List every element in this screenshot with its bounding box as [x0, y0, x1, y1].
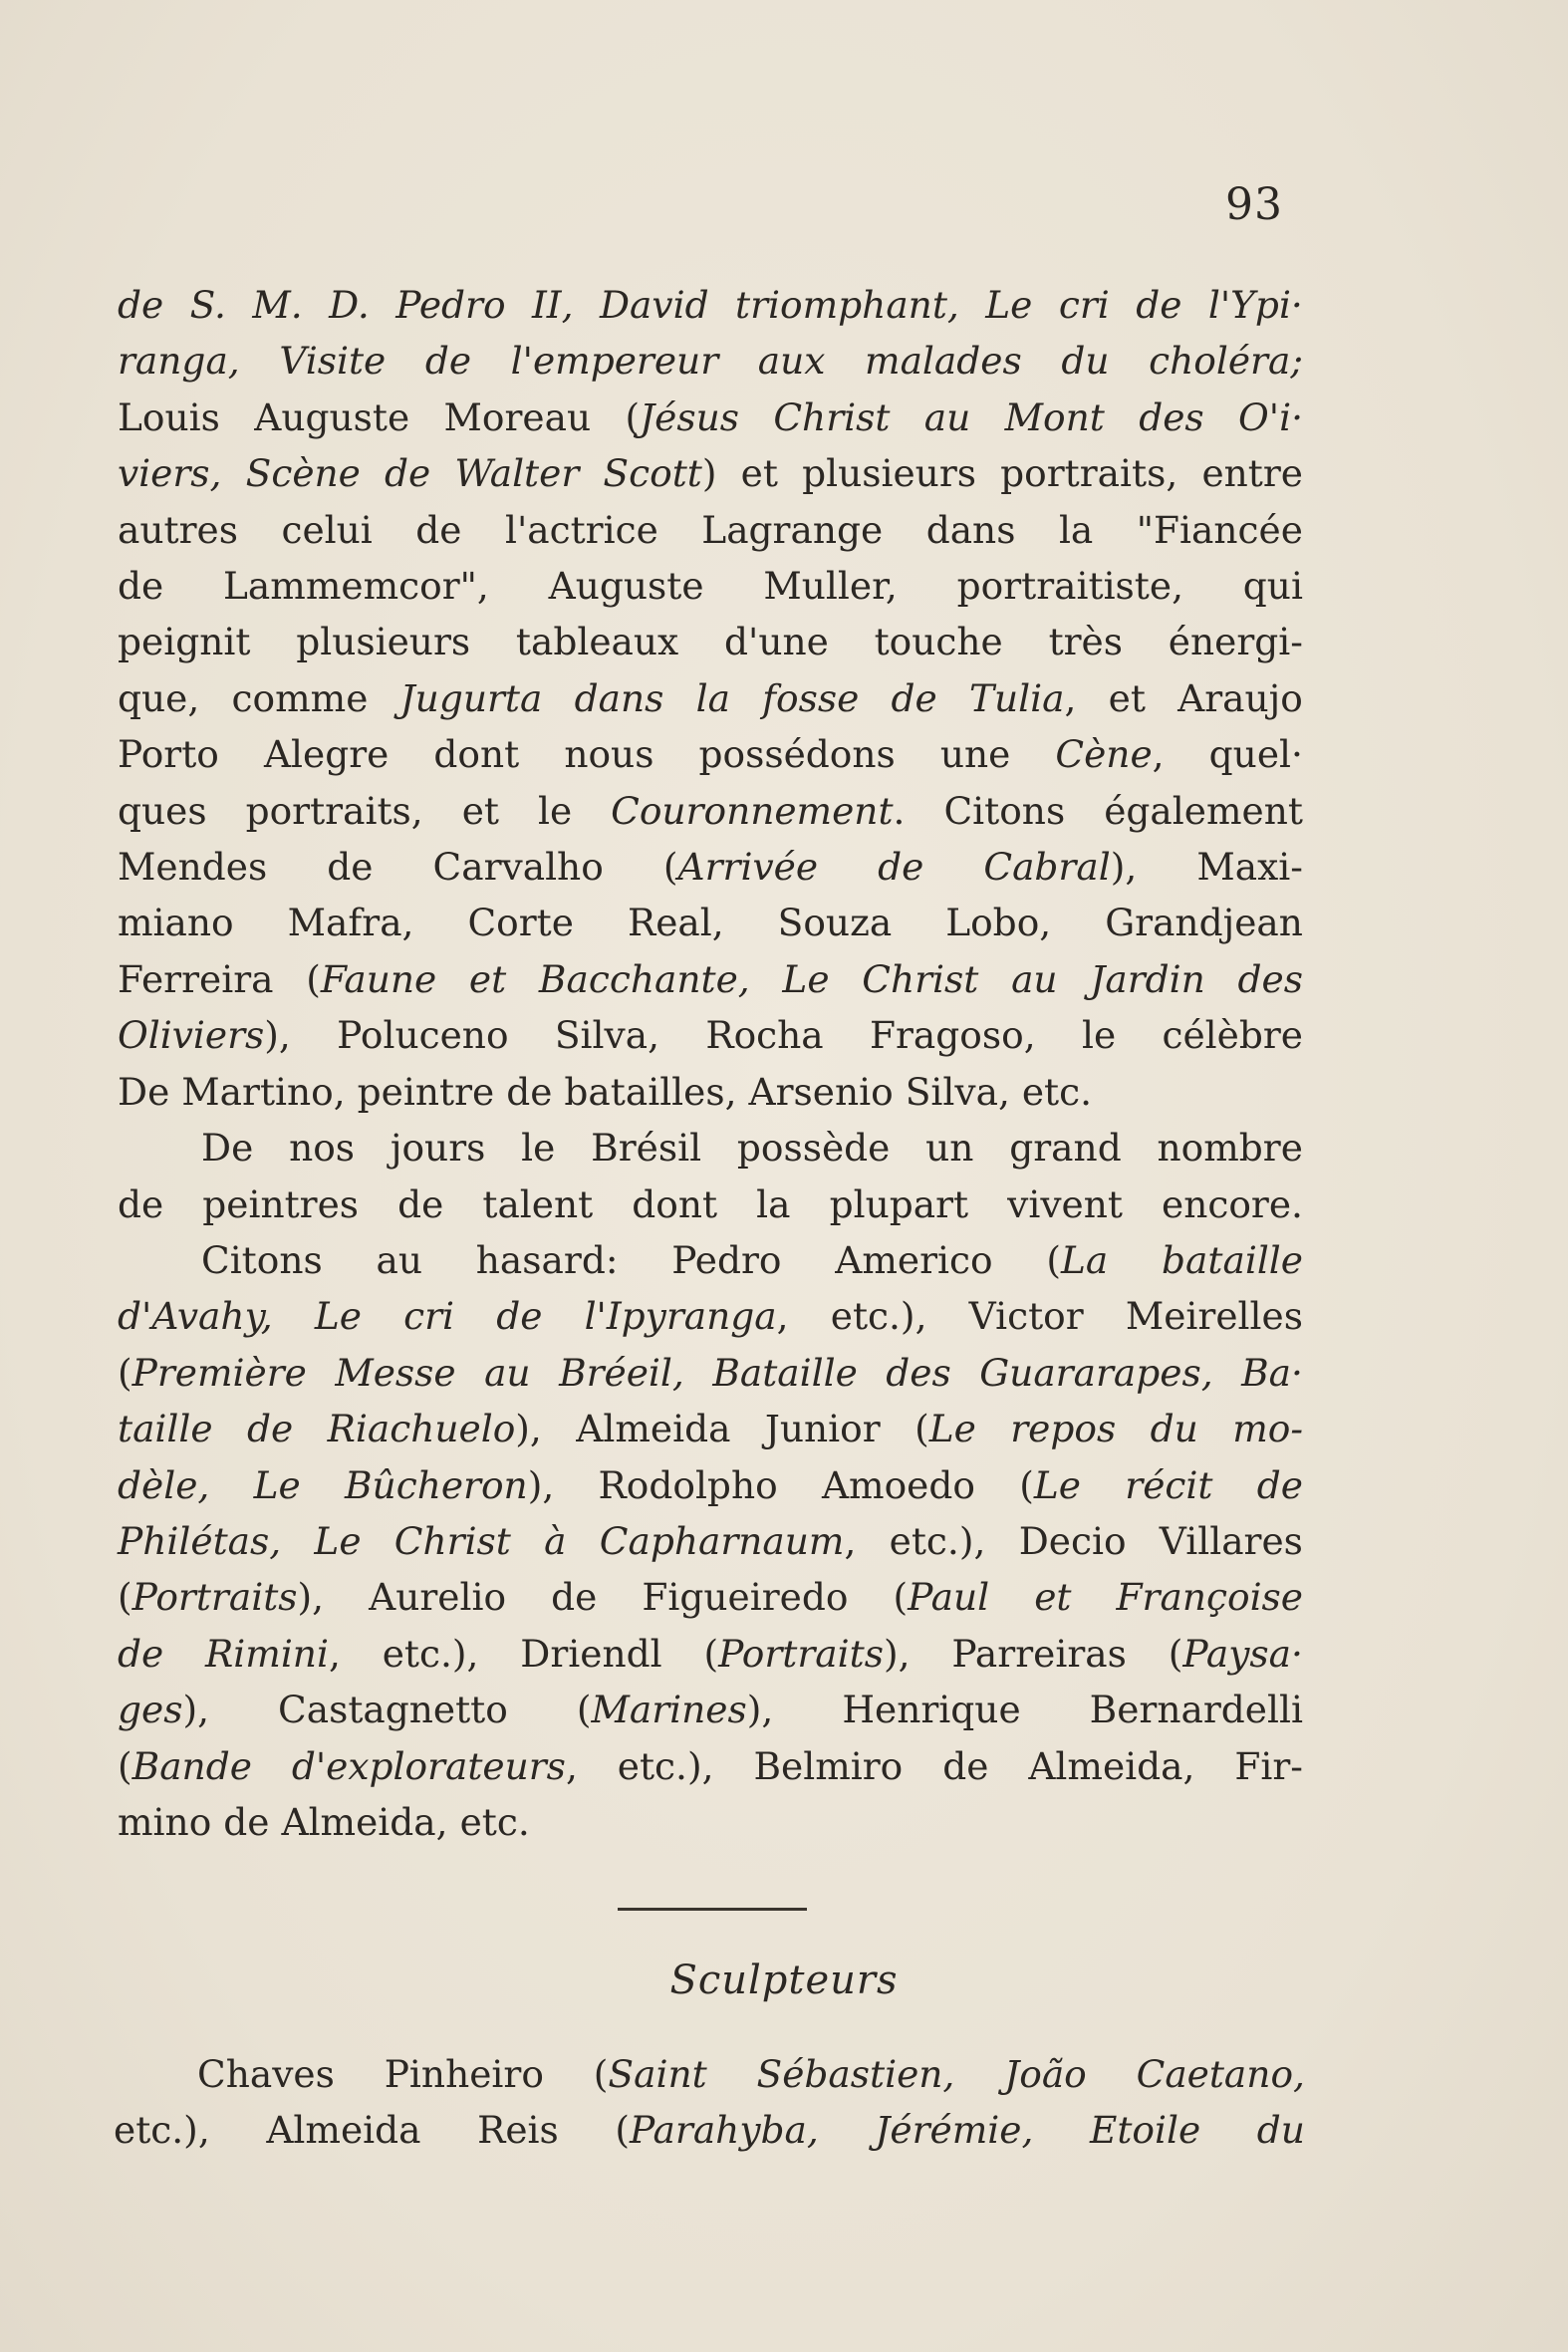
body-line: mino de Almeida, etc.	[118, 1799, 530, 1844]
body-line: taille de Riachuelo), Almeida Junior (Le repos du mo-	[118, 1407, 1303, 1451]
section-line: Chaves Pinheiro (Saint Sébastien, João Caetano,	[197, 2052, 1305, 2096]
body-line: De Martino, peintre de batailles, Arsenio Silva, etc.	[118, 1069, 1093, 1114]
body-line: Citons au hasard: Pedro Americo (La bataille	[201, 1237, 1303, 1282]
body-line: Louis Auguste Moreau (Jésus Christ au Mont des O'i·	[118, 394, 1303, 439]
body-line: Mendes de Carvalho (Arrivée de Cabral), Maxi-	[118, 845, 1303, 890]
body-line: de Lammemcor", Auguste Muller, portraitiste, qui	[118, 564, 1303, 609]
body-line: d'Avahy, Le cri de l'Ipyranga, etc.), Victor Meirelles	[118, 1294, 1303, 1339]
section-line: etc.), Almeida Reis (Parahyba, Jérémie, Etoile du	[114, 2108, 1305, 2152]
body-line: viers, Scène de Walter Scott) et plusieurs portraits, entre	[118, 451, 1303, 496]
body-line: peignit plusieurs tableaux d'une touche très énergi-	[118, 620, 1303, 664]
body-line: (Bande d'explorateurs, etc.), Belmiro de Almeida, Fir-	[118, 1743, 1303, 1788]
body-line: De nos jours le Brésil possède un grand nombre	[201, 1126, 1303, 1171]
body-line: (Première Messe au Bréeil, Bataille des Guararapes, Ba·	[118, 1350, 1303, 1395]
body-line: de S. M. D. Pedro II, David triomphant, Le cri de l'Ypi·	[118, 283, 1303, 327]
body-line: ques portraits, et le Couronnement. Citons également	[118, 788, 1303, 833]
body-line: Philétas, Le Christ à Capharnaum, etc.), Decio Villares	[118, 1518, 1303, 1563]
page-number: 93	[1225, 179, 1283, 230]
body-line: Porto Alegre dont nous possédons une Cène, quel·	[118, 732, 1303, 777]
body-line: ges), Castagnetto (Marines), Henrique Bernardelli	[118, 1688, 1303, 1732]
body-text	[118, 277, 1303, 1850]
body-line: que, comme Jugurta dans la fosse de Tulia, et Araujo	[118, 675, 1303, 720]
section-heading: Sculpteurs	[669, 1958, 899, 2003]
body-line: de Rimini, etc.), Driendl (Portraits), Parreiras (Paysa·	[118, 1631, 1303, 1676]
body-line: autres celui de l'actrice Lagrange dans la "Fiancée	[118, 507, 1303, 552]
section-text	[114, 2046, 1305, 2158]
body-line: Ferreira (Faune et Bacchante, Le Christ au Jardin des	[118, 956, 1303, 1001]
body-line: ranga, Visite de l'empereur aux malades du choléra;	[118, 339, 1303, 384]
body-line: dèle, Le Bûcheron), Rodolpho Amoedo (Le récit de	[118, 1462, 1303, 1507]
body-line: miano Mafra, Corte Real, Souza Lobo, Grandjean	[118, 901, 1303, 945]
body-line: de peintres de talent dont la plupart vivent encore.	[118, 1181, 1303, 1226]
section-divider	[618, 1908, 807, 1911]
body-line: (Portraits), Aurelio de Figueiredo (Paul et Françoise	[118, 1575, 1303, 1620]
body-line: Oliviers), Poluceno Silva, Rocha Fragoso, le célèbre	[118, 1013, 1303, 1058]
